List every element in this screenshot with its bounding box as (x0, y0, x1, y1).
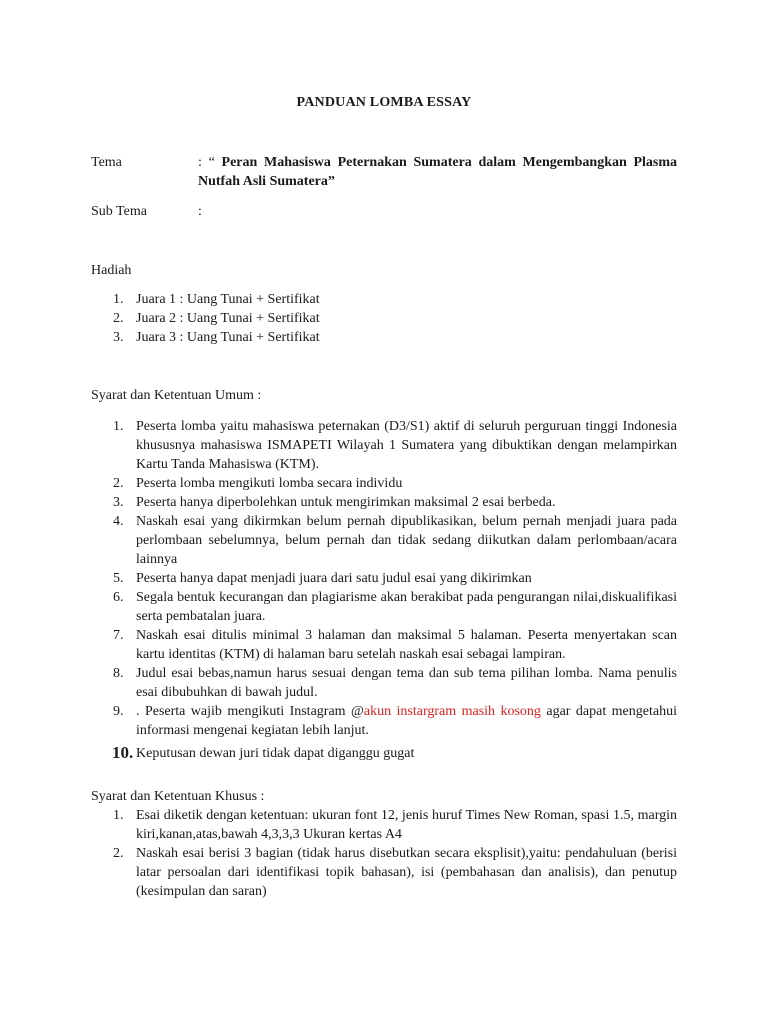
syarat-umum-list (91, 417, 677, 763)
sub-tema-label: Sub Tema (91, 204, 147, 219)
list-text: Naskah esai ditulis minimal 3 halaman dan maksimal 5 halaman. Peserta menyertakan scan kartu identitas (KTM) di halaman baru setelah naskah esai sebagai lampiran. (136, 628, 677, 662)
list-text: Esai diketik dengan ketentuan: ukuran font 12, jenis huruf Times New Roman, spasi 1.5, margin kiri,kanan,atas,bawah 4,3,3,3 Ukuran kertas A4 (136, 808, 677, 842)
list-item (91, 417, 677, 474)
list-number: 7. (113, 628, 124, 643)
tema-label: Tema (91, 155, 122, 170)
list-item (91, 588, 677, 626)
syarat-umum-heading: Syarat dan Ketentuan Umum : (91, 388, 262, 403)
list-number: 1. (113, 292, 124, 307)
list-item (91, 493, 677, 512)
list-text-before: . Peserta wajib mengikuti Instagram @ (136, 704, 364, 719)
list-item (91, 844, 677, 901)
list-item (91, 569, 677, 588)
list-item (91, 664, 677, 702)
list-number: 5. (113, 571, 124, 586)
list-number: 2. (113, 476, 124, 491)
list-number: 1. (113, 808, 124, 823)
list-text: Naskah esai yang dikirmkan belum pernah dipublikasikan, belum pernah menjadi juara pada perlombaan sebelumnya, belum pernah dan tidak sedang diikutkan dalam perlombaan/acara lainnya (136, 514, 677, 567)
list-number: 3. (113, 495, 124, 510)
sub-tema-row (91, 202, 677, 222)
list-item (91, 328, 677, 347)
tema-colon: : (198, 155, 202, 170)
list-text: Peserta lomba yaitu mahasiswa peternakan (D3/S1) aktif di seluruh perguruan tinggi Indonesia khususnya mahasiswa ISMAPETI Wilayah 1 Sumatera yang dibuktikan dengan melampirkan Kartu Tanda Mahasiswa (KTM). (136, 419, 677, 472)
hadiah-heading: Hadiah (91, 263, 132, 278)
tema-row (91, 153, 677, 193)
list-number: 2. (113, 311, 124, 326)
list-item (91, 806, 677, 844)
list-number: 9. (113, 704, 124, 719)
list-number: 10. (112, 743, 134, 762)
list-item (91, 626, 677, 664)
list-item (91, 744, 677, 763)
list-text: Naskah esai berisi 3 bagian (tidak harus disebutkan secara eksplisit),yaitu: pendahuluan (berisi latar persoalan dari identifikasi topik bahasan), isi (pembahasan dan analisis), dan penutup (kesimpulan dan saran) (136, 846, 677, 899)
list-text: Peserta hanya dapat menjadi juara dari satu judul esai yang dikirimkan (136, 571, 532, 586)
list-text: Juara 3 : Uang Tunai + Sertifikat (136, 330, 320, 345)
list-text-after: agar dapat mengetahui informasi mengenai kegiatan lebih lanjut. (136, 704, 677, 738)
list-text: Peserta hanya diperbolehkan untuk mengirimkan maksimal 2 esai berbeda. (136, 495, 556, 510)
sub-tema-colon: : (198, 204, 202, 219)
list-text: Keputusan dewan juri tidak dapat diganggu gugat (136, 746, 415, 761)
list-number: 2. (113, 846, 124, 861)
list-number: 6. (113, 590, 124, 605)
list-item (91, 474, 677, 493)
list-number: 1. (113, 419, 124, 434)
hadiah-list (91, 290, 677, 347)
list-item (91, 512, 677, 569)
instagram-account-placeholder: akun instargram masih kosong (363, 704, 541, 719)
syarat-khusus-heading: Syarat dan Ketentuan Khusus : (91, 789, 265, 804)
list-text: Peserta lomba mengikuti lomba secara individu (136, 476, 403, 491)
tema-open-quote: “ (208, 155, 222, 170)
syarat-khusus-list (91, 806, 677, 901)
tema-value (198, 153, 677, 191)
tema-text: Peran Mahasiswa Peternakan Sumatera dalam Mengembangkan Plasma Nutfah Asli Sumatera” (198, 155, 678, 189)
list-number: 8. (113, 666, 124, 681)
list-item (91, 309, 677, 328)
list-text: Judul esai bebas,namun harus sesuai dengan tema dan sub tema pilihan lomba. Nama penulis esai dibubuhkan di bawah judul. (136, 666, 677, 700)
list-number: 3. (113, 330, 124, 345)
list-number: 4. (113, 514, 124, 529)
list-text: Juara 2 : Uang Tunai + Sertifikat (136, 311, 320, 326)
list-text: Juara 1 : Uang Tunai + Sertifikat (136, 292, 320, 307)
page-title: PANDUAN LOMBA ESSAY (296, 95, 472, 110)
list-item (91, 290, 677, 309)
list-text: Segala bentuk kecurangan dan plagiarisme akan berakibat pada pengurangan nilai,diskualifikasi serta pembatalan juara. (136, 590, 677, 624)
list-item (91, 702, 677, 740)
